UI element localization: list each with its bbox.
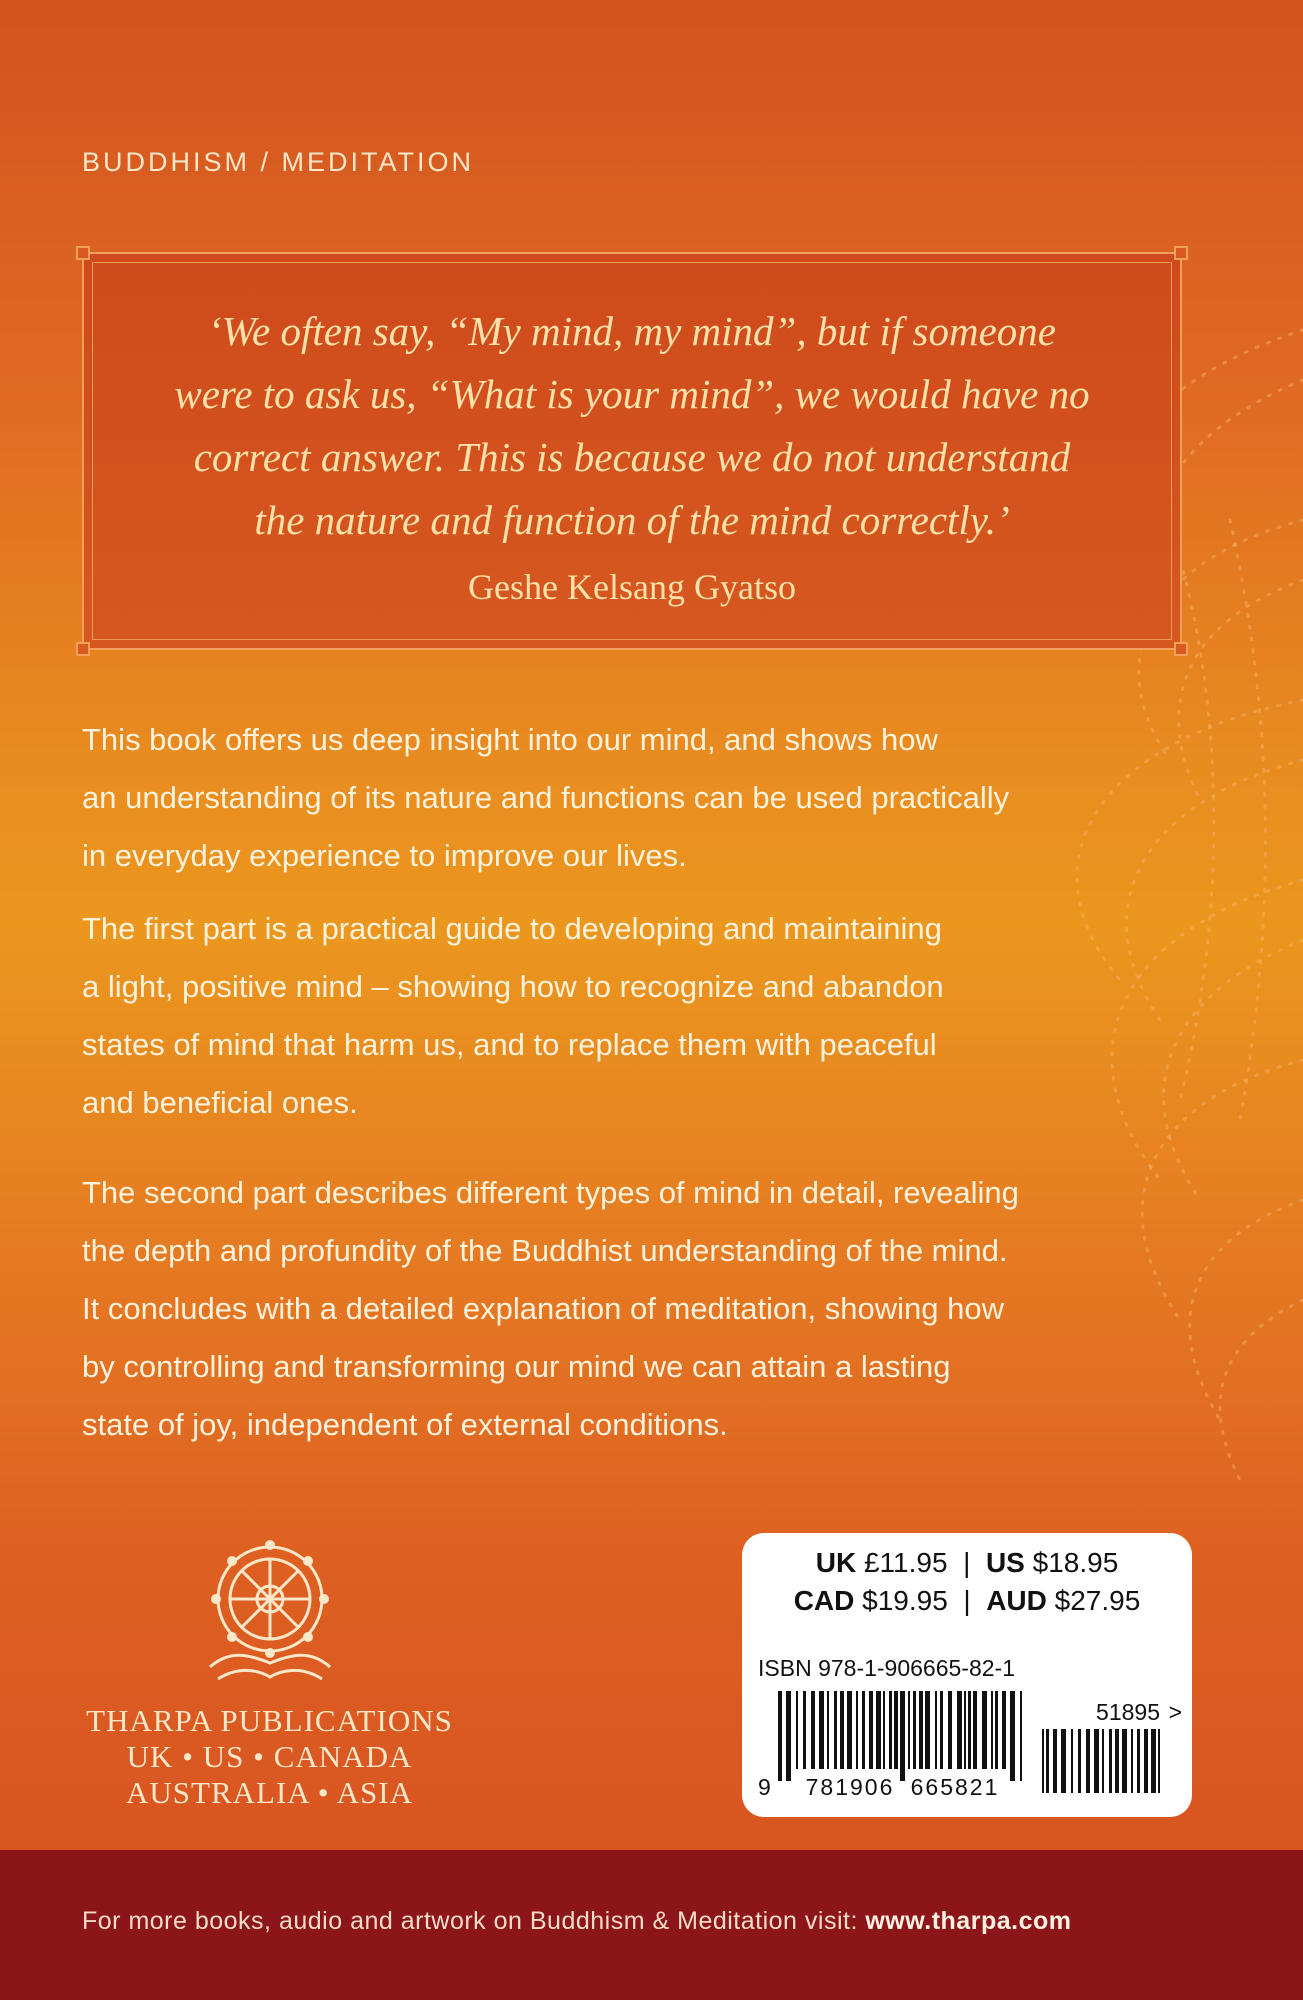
barcode-bar xyxy=(1002,1691,1006,1769)
ean-group-1: 781906 xyxy=(805,1774,895,1800)
publisher-block xyxy=(82,1703,457,1811)
corner-ornament xyxy=(76,246,90,260)
dharma-wheel-icon xyxy=(200,1537,340,1687)
ean-group-2: 665821 xyxy=(910,1774,1000,1800)
barcode-bar xyxy=(1053,1729,1057,1793)
barcode-bar xyxy=(856,1691,858,1769)
paragraph-line: the depth and profundity of the Buddhist understanding of the mind. xyxy=(82,1233,1008,1268)
quote-line: correct answer. This is because we do not understand xyxy=(193,434,1071,480)
paragraph-line: state of joy, independent of external conditions. xyxy=(82,1407,728,1442)
addon-barcode-bars xyxy=(1042,1729,1160,1793)
isbn-text: ISBN 978-1-906665-82-1 xyxy=(758,1655,1015,1681)
barcode-bar xyxy=(778,1691,782,1781)
paragraph-line: by controlling and transforming our mind we can attain a lasting xyxy=(82,1349,951,1384)
barcode-bar xyxy=(957,1691,962,1769)
footer-url: www.tharpa.com xyxy=(865,1907,1072,1935)
barcode-bar xyxy=(900,1691,905,1781)
paragraph-line: This book offers us deep insight into our mind, and shows how xyxy=(82,722,938,757)
quote-box xyxy=(82,252,1182,650)
barcode-bar xyxy=(1158,1729,1160,1793)
barcode-bar xyxy=(796,1691,798,1769)
price-uk-value: £11.95 xyxy=(863,1547,948,1578)
category-label: BUDDHISM / MEDITATION xyxy=(82,147,474,177)
barcode-bar xyxy=(1151,1729,1156,1793)
price-cad-value: $19.95 xyxy=(862,1585,948,1616)
barcode-bar xyxy=(1061,1729,1066,1793)
barcode-bar xyxy=(869,1691,873,1769)
barcode-label xyxy=(742,1533,1192,1817)
barcode-bar xyxy=(1094,1729,1099,1793)
footer-message: For more books, audio and artwork on Buddhism & Meditation visit: xyxy=(82,1907,866,1935)
barcode-bar xyxy=(1020,1691,1022,1781)
barcode-bar xyxy=(940,1691,943,1769)
barcode-bar xyxy=(840,1691,844,1769)
barcode-bar xyxy=(1071,1729,1073,1793)
publisher-name: THARPA PUBLICATIONS xyxy=(86,1703,453,1738)
barcode-bar xyxy=(964,1691,966,1769)
barcode-bar xyxy=(973,1691,977,1769)
paragraph-line: The second part describes different types of mind in detail, revealing xyxy=(82,1175,1019,1210)
price-uk-label: UK xyxy=(815,1547,857,1578)
price-us-value: $18.95 xyxy=(1032,1547,1119,1578)
quote-line: were to ask us, “What is your mind”, we would have no xyxy=(174,371,1090,417)
price-us-label: US xyxy=(985,1547,1025,1578)
paragraph-line: in everyday experience to improve our lives. xyxy=(82,838,687,873)
barcode-bar xyxy=(948,1691,952,1769)
barcode-bar xyxy=(876,1691,881,1769)
ean-first-digit: 9 xyxy=(758,1774,771,1800)
paragraph-line: It concludes with a detailed explanation of meditation, showing how xyxy=(82,1291,1004,1326)
publisher-regions: UK • US • CANADA xyxy=(126,1739,413,1774)
corner-ornament xyxy=(1174,642,1188,656)
barcode-bar xyxy=(811,1691,815,1769)
barcode-bar xyxy=(819,1691,824,1769)
barcode-bar xyxy=(1144,1729,1148,1793)
barcode-bar xyxy=(834,1691,837,1769)
barcode-bar xyxy=(883,1691,885,1769)
paragraph-line: The first part is a practical guide to developing and maintaining xyxy=(82,911,942,946)
barcode-bar xyxy=(1078,1729,1081,1793)
paragraph-line: a light, positive mind – showing how to recognize and abandon xyxy=(82,969,944,1004)
barcode-bar xyxy=(889,1691,892,1769)
corner-ornament xyxy=(76,642,90,656)
barcode-bar xyxy=(827,1691,829,1769)
barcode-bar xyxy=(847,1691,852,1769)
barcode-bar xyxy=(1137,1729,1140,1793)
barcode-bar xyxy=(1010,1691,1015,1781)
barcode-graphic xyxy=(742,1533,1192,1817)
barcode-bar xyxy=(1042,1729,1044,1793)
barcode-bar xyxy=(1102,1729,1104,1793)
paragraph-line: an understanding of its nature and functions can be used practically xyxy=(82,780,1010,815)
barcode-bar xyxy=(968,1691,971,1769)
barcode-bar xyxy=(1122,1729,1127,1793)
barcode-bar xyxy=(908,1691,910,1769)
ean-barcode-bars xyxy=(778,1691,1022,1781)
addon-arrow: > xyxy=(1168,1699,1182,1725)
barcode-bar xyxy=(1109,1729,1112,1793)
price-cad-label: CAD xyxy=(793,1585,855,1616)
quote-line: the nature and function of the mind correctly.’ xyxy=(254,497,1010,543)
barcode-bar xyxy=(1046,1729,1049,1793)
barcode-bar xyxy=(919,1691,923,1769)
description-paragraph-1 xyxy=(82,711,1222,885)
paragraph-line: states of mind that harm us, and to replace them with peaceful xyxy=(82,1027,937,1062)
barcode-bar xyxy=(913,1691,916,1769)
description-paragraph-2 xyxy=(82,900,1222,1132)
description-paragraph-3 xyxy=(82,1164,1222,1454)
barcode-bar xyxy=(803,1691,806,1769)
barcode-bar xyxy=(894,1691,898,1769)
quote-text xyxy=(124,300,1140,552)
barcode-bar xyxy=(1086,1729,1090,1793)
barcode-bar xyxy=(982,1691,987,1769)
price-separator: | xyxy=(963,1547,971,1578)
quote-author: Geshe Kelsang Gyatso xyxy=(468,567,796,607)
quote-line: ‘We often say, “My mind, my mind”, but if someone xyxy=(207,308,1056,354)
barcode-bar xyxy=(786,1691,791,1781)
barcode-bar xyxy=(1131,1729,1133,1793)
barcode-bar xyxy=(925,1691,930,1769)
price-aud-label: AUD xyxy=(986,1585,1047,1616)
barcode-bar xyxy=(862,1691,865,1769)
barcode-bar xyxy=(995,1691,998,1769)
price-separator: | xyxy=(963,1585,971,1616)
paragraph-line: and beneficial ones. xyxy=(82,1085,358,1120)
corner-ornament xyxy=(1174,246,1188,260)
barcode-bar xyxy=(991,1691,993,1769)
footer-text xyxy=(82,1907,1071,1936)
publisher-regions: AUSTRALIA • ASIA xyxy=(126,1775,413,1810)
barcode-bar xyxy=(935,1691,937,1769)
barcode-bar xyxy=(1115,1729,1119,1793)
footer-band xyxy=(0,1850,1303,2000)
addon-digits: 51895 xyxy=(1096,1699,1160,1725)
price-aud-value: $27.95 xyxy=(1054,1585,1141,1616)
